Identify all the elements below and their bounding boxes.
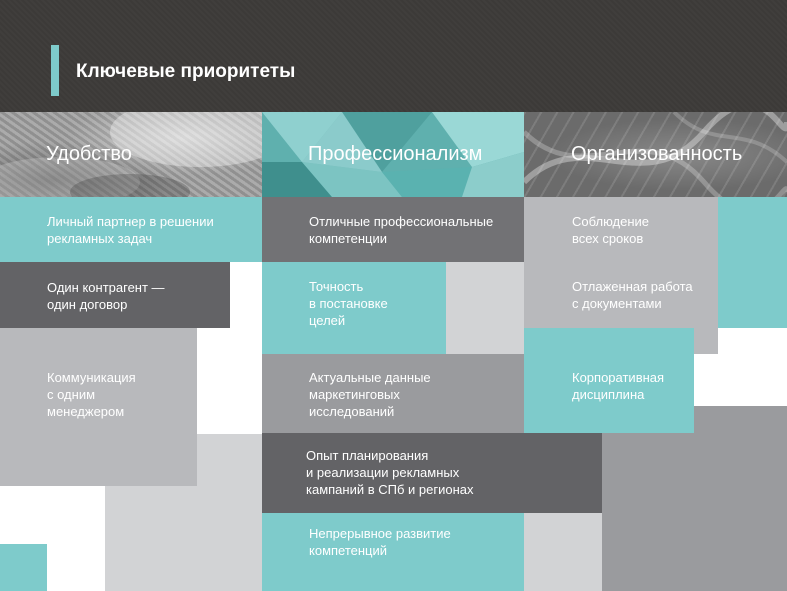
decor-block xyxy=(0,486,105,544)
decor-block xyxy=(0,544,47,591)
priority-text: Отличные профессиональные компетенции xyxy=(309,214,494,246)
decor-block xyxy=(197,434,262,591)
priority-card xyxy=(262,197,524,262)
decor-block xyxy=(602,433,787,591)
decor-block xyxy=(105,486,197,591)
priority-card xyxy=(0,262,230,328)
decor-block xyxy=(47,544,105,591)
decor-block xyxy=(197,328,262,434)
title-accent-bar xyxy=(51,45,59,96)
decor-block xyxy=(446,276,524,354)
column-header-professionalism xyxy=(262,112,524,197)
priority-text: Опыт планирования и реализации рекламных кампаний в СПб и регионах xyxy=(306,448,474,497)
column-header-organization xyxy=(524,112,787,197)
priority-card xyxy=(524,328,694,433)
priority-card xyxy=(262,433,602,513)
decor-block xyxy=(524,513,602,591)
decor-block xyxy=(718,197,787,328)
priority-card xyxy=(0,328,197,486)
priority-text: Личный партнер в решении рекламных задач xyxy=(47,214,214,246)
priority-text: Актуальные данные маркетинговых исследований xyxy=(309,370,431,419)
priority-text: Соблюдение всех сроков xyxy=(572,214,650,246)
header-banner xyxy=(0,0,787,112)
page-title: Ключевые приоритеты xyxy=(76,61,296,82)
priority-text: Коммуникация с одним менеджером xyxy=(47,370,136,419)
priority-text: Непрерывное развитие компетенций xyxy=(309,526,451,558)
priority-text: Точность в постановке целей xyxy=(309,279,388,328)
priority-text: Отлаженная работа с документами xyxy=(572,279,693,311)
column-title-professionalism: Профессионализм xyxy=(308,143,483,165)
priority-card xyxy=(262,513,524,591)
decor-block xyxy=(694,406,787,433)
decor-block xyxy=(230,262,262,328)
priority-card xyxy=(262,262,446,354)
column-title-organization: Организованность xyxy=(571,143,743,165)
priority-text: Один контрагент — один договор xyxy=(47,280,165,312)
column-header-convenience xyxy=(0,112,262,197)
priority-card xyxy=(262,354,524,433)
priority-card xyxy=(0,197,262,262)
priority-text: Корпоративная дисциплина xyxy=(572,370,665,402)
column-title-convenience: Удобство xyxy=(46,143,132,165)
